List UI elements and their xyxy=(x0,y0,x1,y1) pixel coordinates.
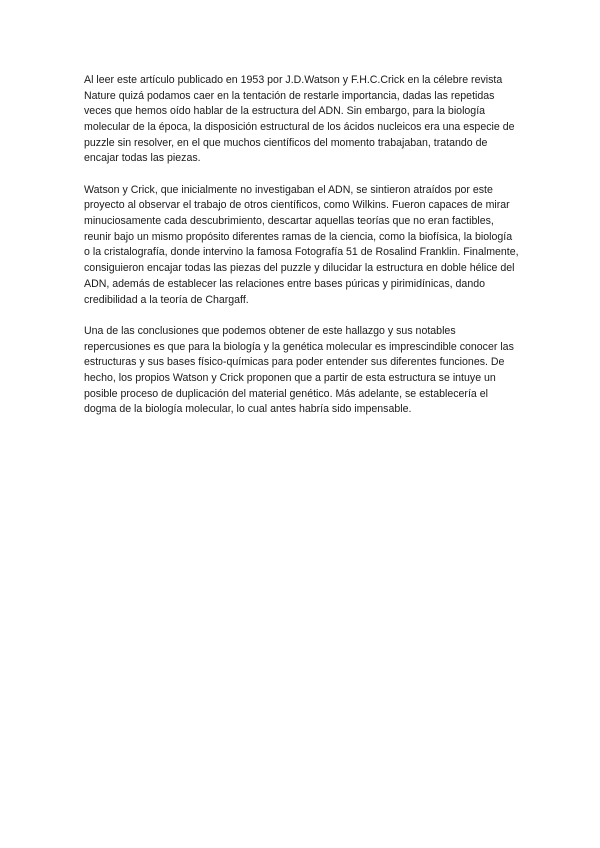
paragraph-line: o la cristalografía, donde intervino la famosa Fotografía 51 de Rosalind Franklin. Finalmente, xyxy=(84,246,519,259)
document-body xyxy=(84,73,520,434)
paragraph-line: Watson y Crick, que inicialmente no investigaban el ADN, se sintieron atraídos por este xyxy=(84,183,493,196)
paragraph-line: dogma de la biología molecular, lo cual antes habría sido impensable. xyxy=(84,403,412,416)
paragraph-line: hecho, los propios Watson y Crick proponen que a partir de esta estructura se intuye un xyxy=(84,371,496,384)
paragraph-line: credibilidad a la teoría de Chargaff. xyxy=(84,293,249,306)
paragraph-line: repercusiones es que para la biología y la genética molecular es imprescindible conocer las xyxy=(84,340,514,353)
paragraph-line: minuciosamente cada descubrimiento, descartar aquellas teorías que no eran factibles, xyxy=(84,215,494,228)
paragraph-3 xyxy=(84,324,520,418)
paragraph-line: consiguieron encajar todas las piezas del puzzle y dilucidar la estructura en doble hélice del xyxy=(84,262,515,275)
paragraph-2 xyxy=(84,183,520,309)
paragraph-line: puzzle sin resolver, en el que muchos científicos del momento trabajaban, tratando de xyxy=(84,136,488,149)
paragraph-line: proyecto al observar el trabajo de otros científicos, como Wilkins. Fueron capaces de mirar xyxy=(84,199,510,212)
paragraph-line: Una de las conclusiones que podemos obtener de este hallazgo y sus notables xyxy=(84,324,456,337)
paragraph-1 xyxy=(84,73,520,167)
paragraph-line: Nature quizá podamos caer en la tentación de restarle importancia, dadas las repetidas xyxy=(84,89,495,102)
paragraph-line: estructuras y sus bases físico-químicas para poder entender sus diferentes funciones. De xyxy=(84,356,505,369)
paragraph-line: ADN, además de establecer las relaciones entre bases púricas y pirimidínicas, dando xyxy=(84,277,486,290)
paragraph-line: Al leer este artículo publicado en 1953 por J.D.Watson y F.H.C.Crick en la célebre revista xyxy=(84,74,503,86)
paragraph-line: veces que hemos oído hablar de la estructura del ADN. Sin embargo, para la biología xyxy=(84,105,486,118)
paragraph-line: molecular de la época, la disposición estructural de los ácidos nucleicos era una especie de xyxy=(84,121,515,134)
paragraph-line: encajar todas las piezas. xyxy=(84,152,201,165)
paragraph-line: reunir bajo un mismo propósito diferentes ramas de la ciencia, como la biofísica, la biología xyxy=(84,230,513,243)
paragraph-line: posible proceso de duplicación del material genético. Más adelante, se establecería el xyxy=(84,387,488,400)
